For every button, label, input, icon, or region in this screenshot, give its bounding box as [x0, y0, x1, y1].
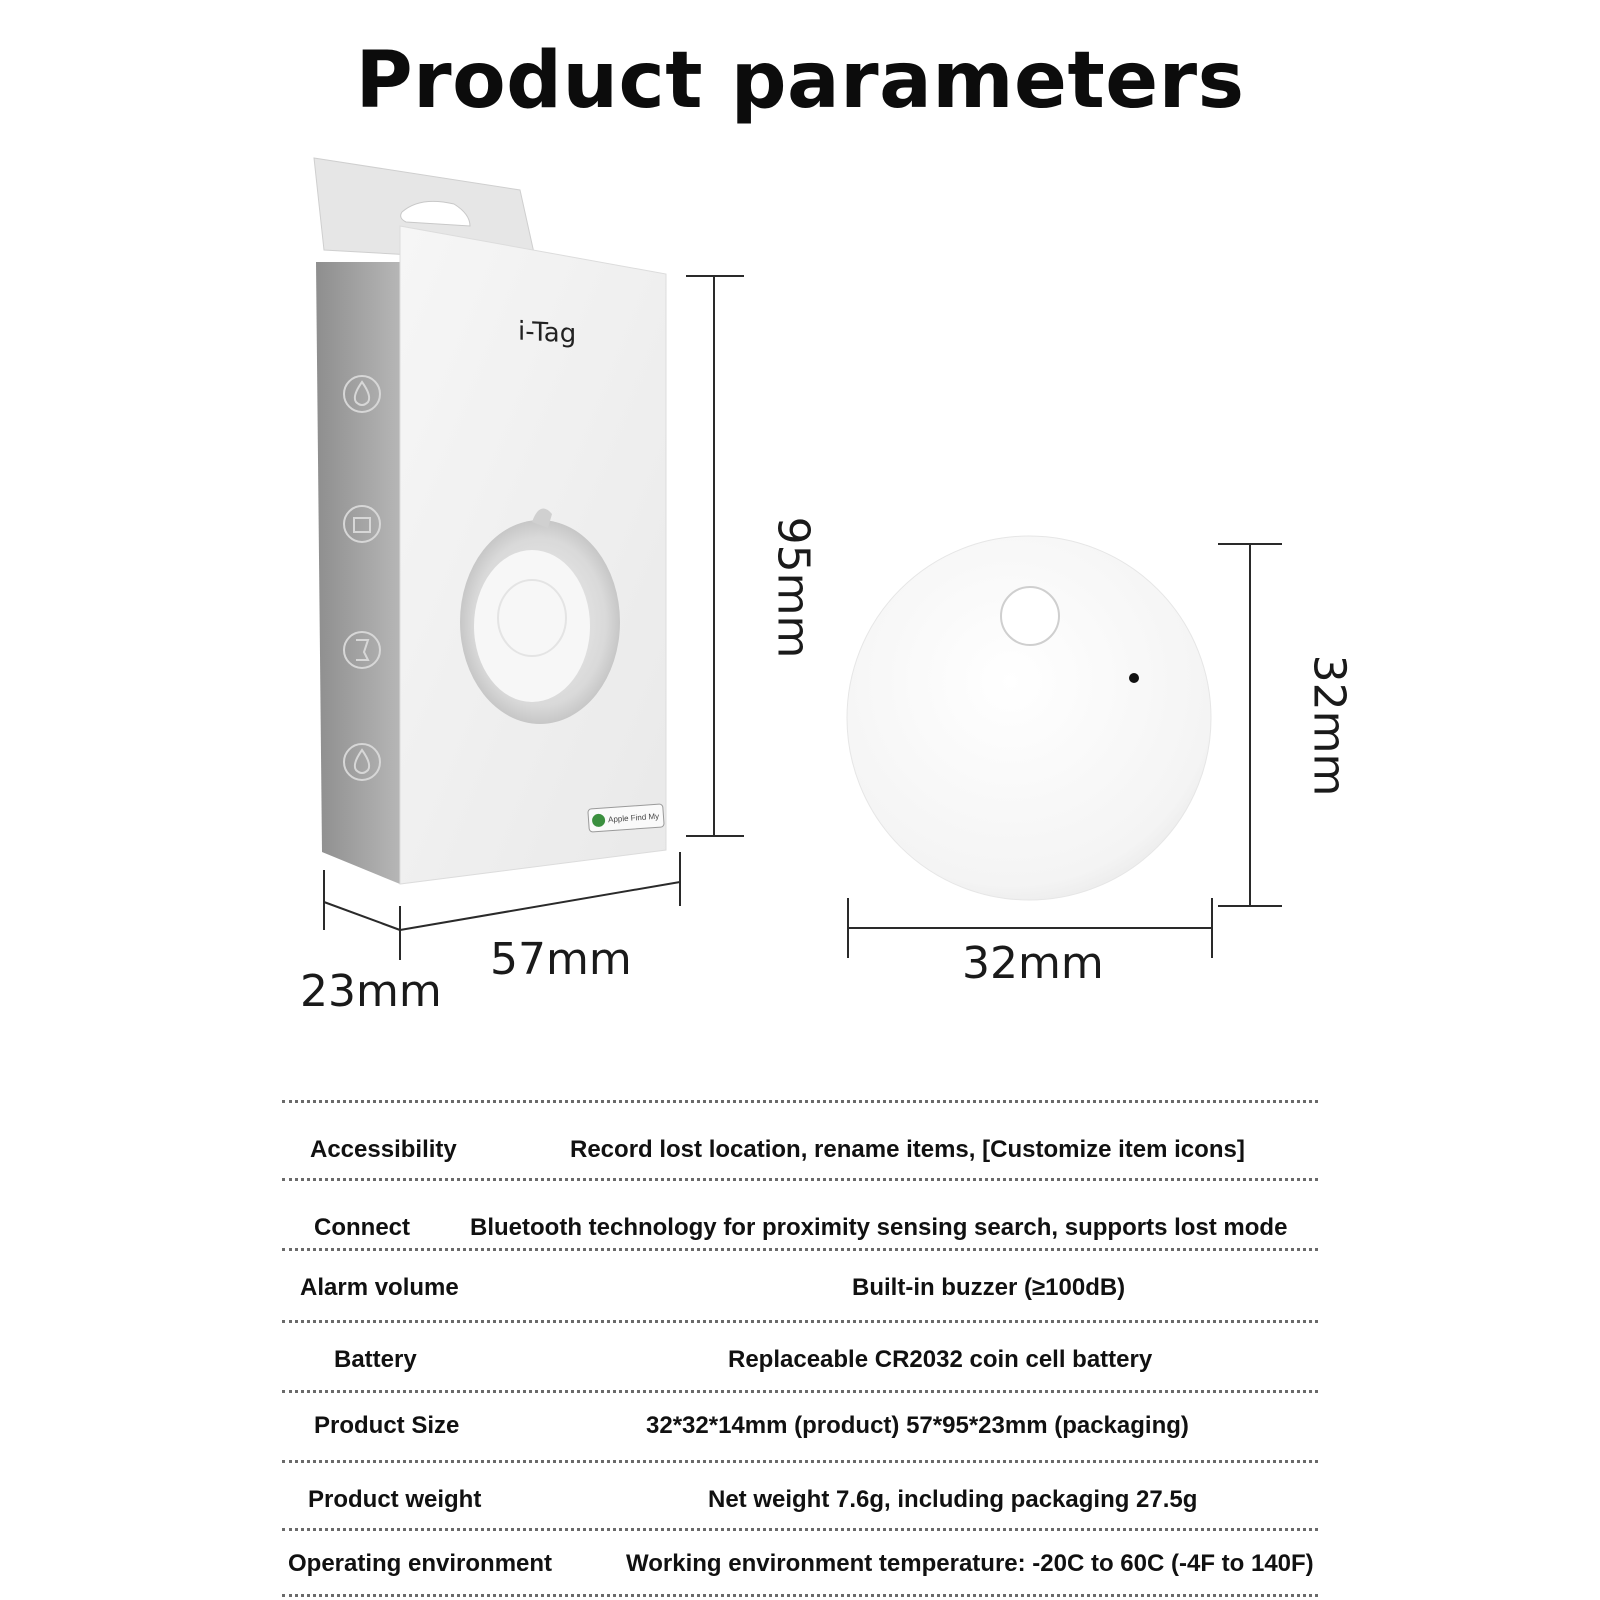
- row-divider: [282, 1248, 1318, 1251]
- package-box: [314, 158, 666, 884]
- package-height-label: 95mm: [767, 516, 819, 659]
- device-height-dimension: [1218, 544, 1282, 906]
- row-divider: [282, 1528, 1318, 1531]
- spec-value: Record lost location, rename items, [Customize item icons]: [570, 1136, 1245, 1163]
- spec-label: Product Size: [314, 1412, 460, 1439]
- package-width-label: 57mm: [490, 934, 632, 985]
- row-divider: [282, 1178, 1318, 1181]
- device-height-label: 32mm: [1303, 654, 1355, 797]
- indicator-dot: [1129, 673, 1139, 683]
- spec-value: 32*32*14mm (product) 57*95*23mm (packaging): [646, 1412, 1189, 1439]
- spec-label: Connect: [314, 1214, 410, 1241]
- spec-value: Net weight 7.6g, including packaging 27.5g: [708, 1486, 1198, 1513]
- package-depth-label: 23mm: [300, 966, 442, 1017]
- row-divider: [282, 1100, 1318, 1103]
- row-divider: [282, 1320, 1318, 1323]
- row-divider: [282, 1594, 1318, 1597]
- spec-label: Product weight: [308, 1486, 482, 1513]
- package-brand-label: i-Tag: [518, 316, 577, 350]
- spec-value: Bluetooth technology for proximity sensing search, supports lost mode: [470, 1214, 1288, 1241]
- tracker-device: [847, 536, 1211, 900]
- spec-label: Battery: [334, 1346, 417, 1373]
- box-side-panel: [316, 262, 400, 884]
- find-my-badge-text: Apple Find My: [607, 811, 660, 824]
- device-width-label: 32mm: [962, 938, 1104, 989]
- spec-value: Built-in buzzer (≥100dB): [852, 1274, 1126, 1301]
- spec-value: Working environment temperature: -20C to 60C (-4F to 140F): [626, 1550, 1314, 1577]
- spec-label: Accessibility: [310, 1136, 457, 1163]
- spec-label: Operating environment: [288, 1550, 553, 1577]
- package-height-dimension: [686, 276, 744, 836]
- keyring-hole: [1001, 587, 1059, 645]
- row-divider: [282, 1390, 1318, 1393]
- spec-value: Replaceable CR2032 coin cell battery: [728, 1346, 1153, 1373]
- page-title: Product parameters: [355, 36, 1245, 126]
- find-my-icon: [592, 813, 606, 827]
- row-divider: [282, 1460, 1318, 1463]
- spec-label: Alarm volume: [300, 1274, 459, 1301]
